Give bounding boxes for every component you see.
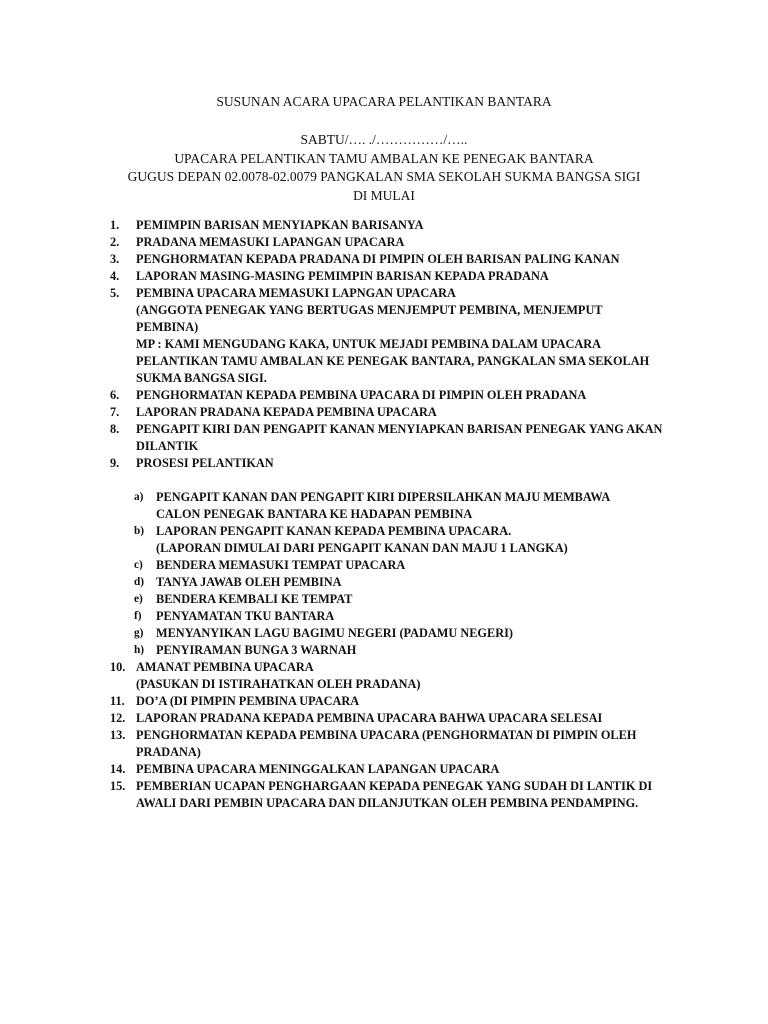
- subitem-label: a): [134, 491, 144, 503]
- agenda-item-text: PEMBINA UPACARA MENINGGALKAN LAPANGAN UPACARA: [136, 762, 500, 776]
- subitem-text: LAPORAN PENGAPIT KANAN KEPADA PEMBINA UPACARA.: [156, 524, 512, 538]
- troop-info: GUGUS DEPAN 02.0078-02.0079 PANGKALAN SMA SEKOLAH SUKMA BANGSA SIGI: [127, 169, 641, 184]
- procession-subitem: [134, 591, 710, 608]
- ceremony-date: SABTU/…. ./……………/…..: [300, 132, 468, 147]
- agenda-item-text: (PASUKAN DI ISTIRAHATKAN OLEH PRADANA): [136, 677, 421, 691]
- procession-subitem: [134, 625, 710, 642]
- agenda-item-number: 11.: [110, 694, 125, 708]
- agenda-item: [110, 404, 710, 421]
- agenda-item-text: DILANTIK: [136, 439, 199, 453]
- subitem-label: e): [134, 593, 143, 605]
- agenda-item-number: 6.: [110, 388, 120, 402]
- subitem-text: PENYIRAMAN BUNGA 3 WARNAH: [156, 643, 357, 657]
- procession-subitem: [134, 523, 710, 557]
- subitem-text: BENDERA KEMBALI KE TEMPAT: [156, 592, 353, 606]
- agenda-item: [110, 727, 710, 761]
- start-label: DI MULAI: [353, 188, 415, 203]
- procession-subitem: [134, 608, 710, 625]
- subitem-label: f): [134, 610, 142, 622]
- agenda-item-number: 7.: [110, 405, 120, 419]
- subitem-label: c): [134, 559, 143, 571]
- agenda-item-number: 1.: [110, 218, 120, 232]
- agenda-item-text: DO’A (DI PIMPIN PEMBINA UPACARA: [136, 694, 360, 708]
- agenda-item: [110, 387, 710, 404]
- procession-subitem: [134, 574, 710, 591]
- agenda-item-number: 10.: [110, 660, 126, 674]
- procession-subitem: [134, 557, 710, 574]
- agenda-item: [110, 778, 710, 812]
- agenda-item-text: PRADANA MEMASUKI LAPANGAN UPACARA: [136, 235, 405, 249]
- subitem-text: BENDERA MEMASUKI TEMPAT UPACARA: [156, 558, 406, 572]
- agenda-item-number: 14.: [110, 762, 126, 776]
- agenda-item-number: 9.: [110, 456, 120, 470]
- agenda-item: [110, 251, 710, 268]
- agenda-item: [110, 421, 710, 455]
- subitem-label: h): [134, 644, 145, 656]
- agenda-item: [110, 693, 710, 710]
- agenda-item: [110, 761, 710, 778]
- agenda-item: [110, 285, 710, 387]
- agenda-item-text: LAPORAN PRADANA KEPADA PEMBINA UPACARA: [136, 405, 437, 419]
- subitem-text: CALON PENEGAK BANTARA KE HADAPAN PEMBINA: [156, 507, 473, 521]
- agenda-item-text: SUKMA BANGSA SIGI.: [136, 371, 267, 385]
- agenda-item: [110, 268, 710, 285]
- agenda-item: [110, 234, 710, 251]
- subitem-label: g): [134, 627, 144, 639]
- subitem-label: b): [134, 525, 145, 537]
- agenda-item-number: 4.: [110, 269, 120, 283]
- agenda-item-text: AWALI DARI PEMBIN UPACARA DAN DILANJUTKAN OLEH PEMBINA PENDAMPING.: [136, 796, 639, 810]
- agenda-item-number: 8.: [110, 422, 120, 436]
- procession-sublist: [134, 489, 710, 659]
- agenda-item-text: PENGHORMATAN KEPADA PEMBINA UPACARA (PENGHORMATAN DI PIMPIN OLEH: [136, 728, 637, 742]
- agenda-item-text: PEMBINA): [136, 320, 199, 334]
- agenda-item: [110, 659, 710, 693]
- agenda-item-text: MP : KAMI MENGUDANG KAKA, UNTUK MEJADI PEMBINA DALAM UPACARA: [136, 337, 601, 351]
- agenda-item-text: PEMBERIAN UCAPAN PENGHARGAAN KEPADA PENEGAK YANG SUDAH DI LANTIK DI: [136, 779, 653, 793]
- agenda-item-text: (ANGGOTA PENEGAK YANG BERTUGAS MENJEMPUT PEMBINA, MENJEMPUT: [136, 303, 603, 317]
- agenda-item-text: LAPORAN MASING-MASING PEMIMPIN BARISAN KEPADA PRADANA: [136, 269, 549, 283]
- subitem-text: PENGAPIT KANAN DAN PENGAPIT KIRI DIPERSILAHKAN MAJU MEMBAWA: [156, 490, 611, 504]
- procession-subitem: [134, 489, 710, 523]
- subitem-text: (LAPORAN DIMULAI DARI PENGAPIT KANAN DAN MAJU 1 LANGKA): [156, 541, 568, 555]
- agenda-item-number: 5.: [110, 286, 120, 300]
- agenda-item-text: PEMIMPIN BARISAN MENYIAPKAN BARISANYA: [136, 218, 424, 232]
- agenda-item-text: PENGAPIT KIRI DAN PENGAPIT KANAN MENYIAPKAN BARISAN PENEGAK YANG AKAN: [136, 422, 663, 436]
- agenda-item-number: 13.: [110, 728, 126, 742]
- agenda-item: [110, 217, 710, 234]
- subitem-label: d): [134, 576, 145, 588]
- agenda-item-text: PROSESI PELANTIKAN: [136, 456, 274, 470]
- agenda-item-text: PEMBINA UPACARA MEMASUKI LAPNGAN UPACARA: [136, 286, 456, 300]
- subitem-text: TANYA JAWAB OLEH PEMBINA: [156, 575, 342, 589]
- procession-subitem: [134, 642, 710, 659]
- agenda-list: [110, 217, 710, 812]
- agenda-item-text: PENGHORMATAN KEPADA PEMBINA UPACARA DI PIMPIN OLEH PRADANA: [136, 388, 587, 402]
- subitem-text: PENYAMATAN TKU BANTARA: [156, 609, 335, 623]
- document-title: SUSUNAN ACARA UPACARA PELANTIKAN BANTARA: [216, 94, 552, 109]
- agenda-item-number: 3.: [110, 252, 120, 266]
- agenda-item-text: PRADANA): [136, 745, 201, 759]
- agenda-item-text: PELANTIKAN TAMU AMBALAN KE PENEGAK BANTARA, PANGKALAN SMA SEKOLAH: [136, 354, 650, 368]
- agenda-item-text: PENGHORMATAN KEPADA PRADANA DI PIMPIN OLEH BARISAN PALING KANAN: [136, 252, 620, 266]
- subitem-text: MENYANYIKAN LAGU BAGIMU NEGERI (PADAMU NEGERI): [156, 626, 513, 640]
- agenda-item-text: LAPORAN PRADANA KEPADA PEMBINA UPACARA BAHWA UPACARA SELESAI: [136, 711, 603, 725]
- agenda-item-number: 12.: [110, 711, 126, 725]
- agenda-item-number: 2.: [110, 235, 120, 249]
- agenda-item-text: AMANAT PEMBINA UPACARA: [136, 660, 314, 674]
- ceremony-subtitle: UPACARA PELANTIKAN TAMU AMBALAN KE PENEGAK BANTARA: [174, 151, 594, 166]
- agenda-item-number: 15.: [110, 779, 126, 793]
- agenda-item: [110, 455, 710, 472]
- agenda-item: [110, 710, 710, 727]
